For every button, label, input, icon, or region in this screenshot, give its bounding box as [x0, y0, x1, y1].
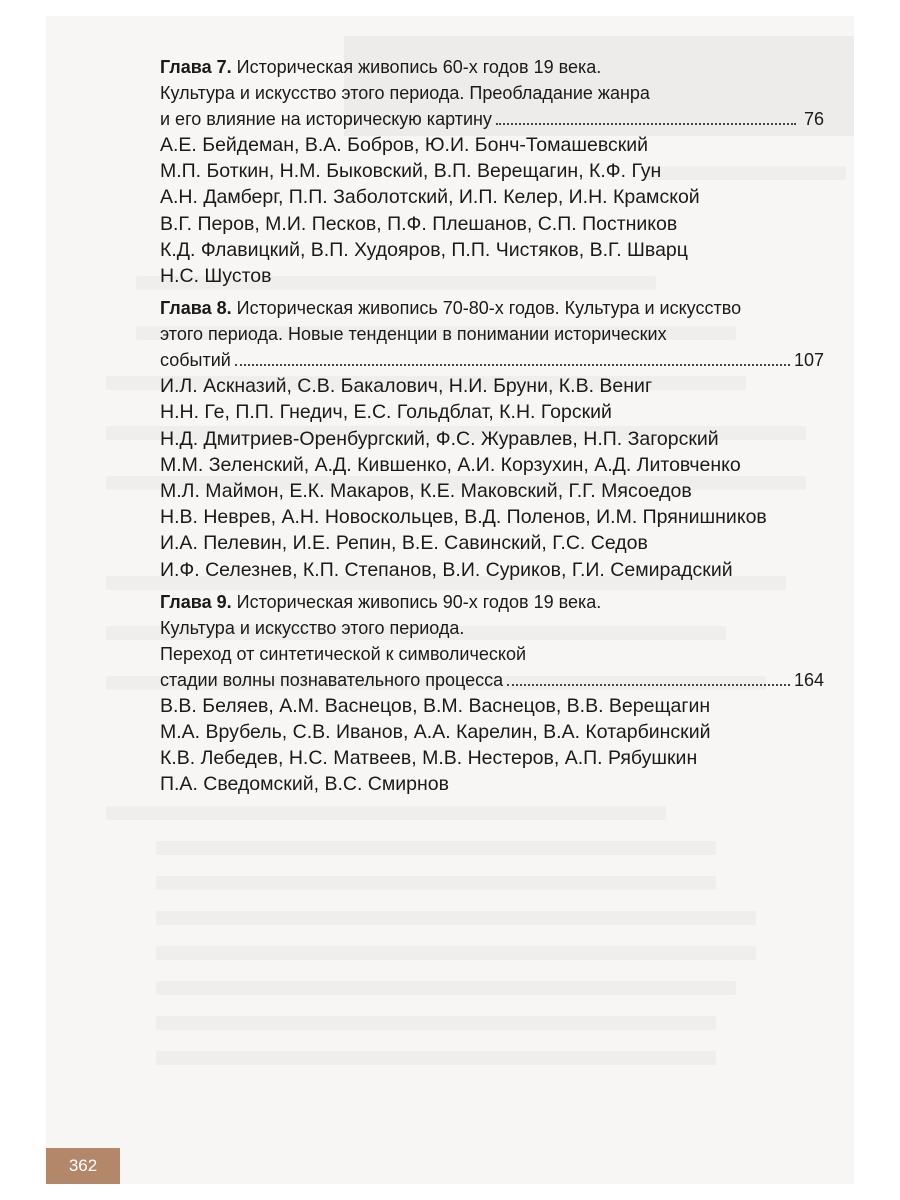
- artist-list: [160, 132, 824, 289]
- chapter-page-number: 107: [793, 350, 824, 371]
- chapter-label: Глава 7.: [160, 57, 232, 77]
- artist-line: Н.Н. Ге, П.П. Гнедич, Е.С. Гольдблат, К.Н. Горский: [160, 401, 612, 424]
- artist-line: М.Л. Маймон, Е.К. Макаров, К.Е. Маковский, Г.Г. Мясоедов: [160, 480, 692, 503]
- chapter-page-entry: [160, 347, 824, 373]
- artist-line: Н.Д. Дмитриев-Оренбургский, Ф.С. Журавлев, Н.П. Загорский: [160, 427, 719, 450]
- artist-line: И.А. Пелевин, И.Е. Репин, В.Е. Савинский, Г.С. Седов: [160, 532, 648, 555]
- artist-line: М.А. Врубель, С.В. Иванов, А.А. Карелин, В.А. Котарбинский: [160, 721, 711, 744]
- artist-line: И.Л. Аскназий, С.В. Бакалович, Н.И. Бруни, К.В. Вениг: [160, 375, 653, 398]
- chapter-title-last-line: событий: [160, 350, 231, 371]
- chapter-title-last-line: и его влияние на историческую картину: [160, 109, 492, 129]
- chapter-title-line: [160, 589, 824, 615]
- table-of-contents: [160, 54, 824, 798]
- chapter-title-line: Переход от синтетической к символической: [160, 643, 527, 664]
- chapter-page-number: 164: [793, 669, 824, 690]
- toc-chapter-7: [160, 54, 824, 289]
- artist-line: И.Ф. Селезнев, К.П. Степанов, В.И. Суриков, Г.И. Семирадский: [160, 558, 733, 581]
- artist-line: К.Д. Флавицкий, В.П. Худояров, П.П. Чистяков, В.Г. Шварц: [160, 238, 688, 261]
- artist-line: В.В. Беляев, А.М. Васнецов, В.М. Васнецов, В.В. Верещагин: [160, 694, 711, 717]
- artist-line: М.М. Зеленский, А.Д. Кившенко, А.И. Корзухин, А.Д. Литовченко: [160, 453, 741, 476]
- chapter-title-line: Культура и искусство этого периода.: [160, 617, 465, 638]
- chapter-title-last-line: стадии волны познавательного процесса: [160, 669, 504, 690]
- chapter-title-line: Культура и искусство этого периода. Преобладание жанра: [160, 83, 650, 103]
- dot-leader: [507, 683, 790, 686]
- artist-line: М.П. Боткин, Н.М. Быковский, В.П. Верещагин, К.Ф. Гун: [160, 160, 662, 183]
- chapter-page-entry: [160, 106, 824, 132]
- dot-leader: [235, 363, 790, 366]
- chapter-title-text: Историческая живопись 90-х годов 19 века.: [236, 591, 602, 612]
- page-number: 362: [46, 1148, 120, 1184]
- chapter-page-entry: [160, 667, 824, 693]
- chapter-title-line: этого периода. Новые тенденции в понимании исторических: [160, 324, 667, 345]
- artist-line: К.В. Лебедев, Н.С. Матвеев, М.В. Нестеров, А.П. Рябушкин: [160, 747, 698, 770]
- chapter-title-text: Историческая живопись 70-80-х годов. Культура и искусство: [236, 298, 742, 319]
- artist-line: Н.С. Шустов: [160, 265, 272, 288]
- chapter-label: Глава 8.: [160, 298, 232, 319]
- dot-leader: [496, 122, 796, 125]
- chapter-title-line: [160, 54, 824, 80]
- chapter-title-text: Историческая живопись 60-х годов 19 века.: [236, 57, 602, 77]
- toc-chapter-8: [160, 295, 824, 583]
- toc-chapter-9: [160, 589, 824, 798]
- chapter-page-number: 76: [803, 109, 824, 129]
- artist-line: А.Е. Бейдеман, В.А. Бобров, Ю.И. Бонч-Томашевский: [160, 134, 649, 156]
- chapter-label: Глава 9.: [160, 591, 232, 612]
- book-page: [46, 16, 854, 1184]
- artist-line: А.Н. Дамберг, П.П. Заболотский, И.П. Келер, И.Н. Крамской: [160, 186, 700, 209]
- chapter-title-line: [160, 295, 824, 321]
- artist-line: В.Г. Перов, М.И. Песков, П.Ф. Плешанов, С.П. Постников: [160, 212, 678, 235]
- artist-list: [160, 693, 824, 798]
- artist-line: П.А. Сведомский, В.С. Смирнов: [160, 773, 449, 796]
- artist-list: [160, 373, 824, 583]
- artist-line: Н.В. Неврев, А.Н. Новоскольцев, В.Д. Поленов, И.М. Прянишников: [160, 506, 767, 529]
